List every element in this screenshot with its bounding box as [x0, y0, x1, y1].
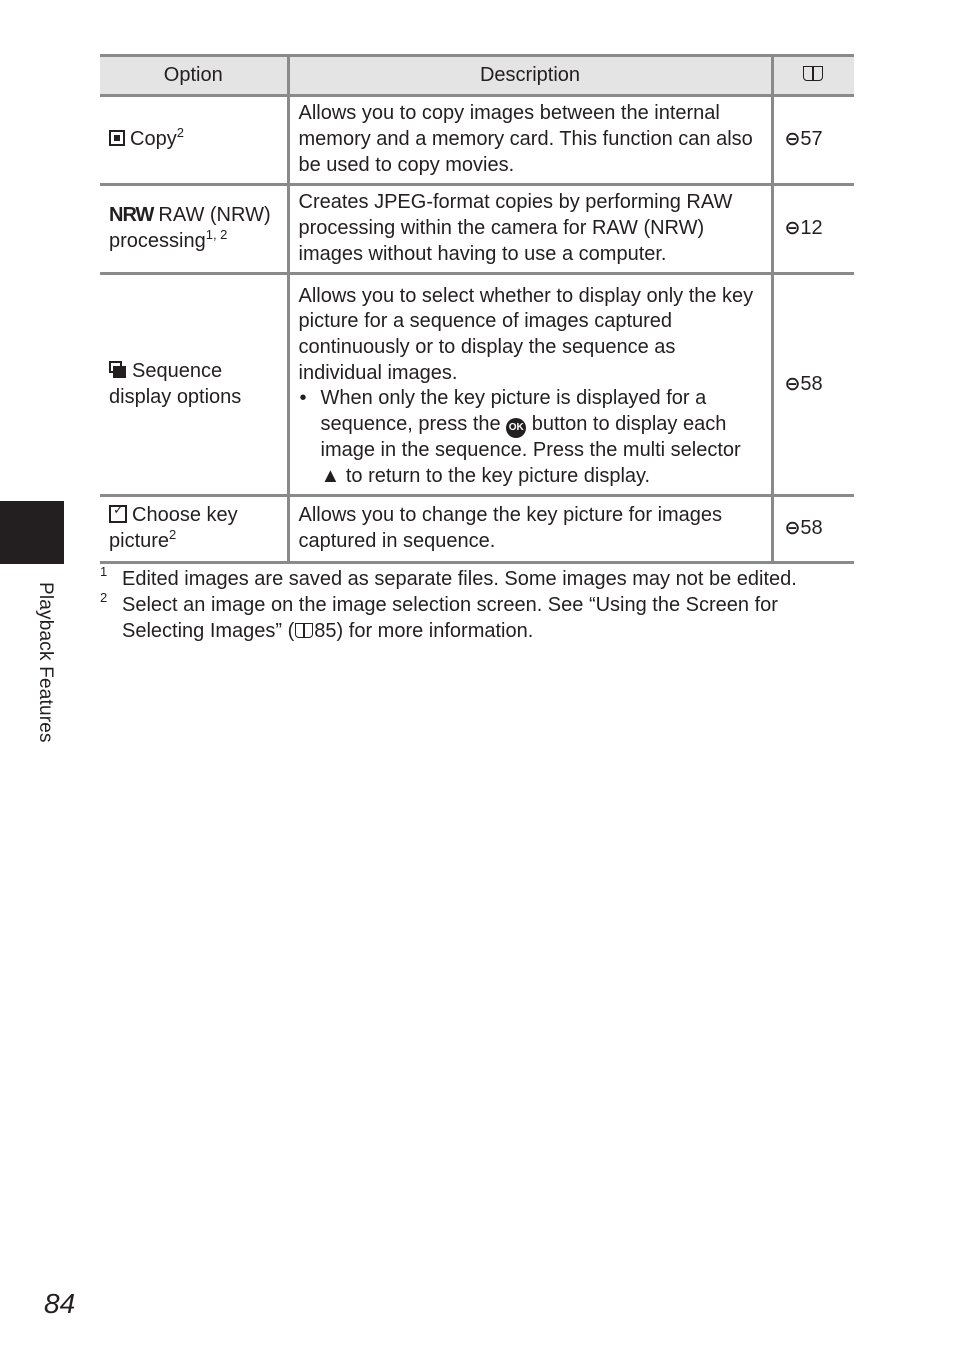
description-cell: Allows you to change the key picture for images captured in sequence.	[288, 496, 772, 563]
footnote-text: ) for more information.	[336, 620, 534, 642]
up-arrow-icon: ▲	[320, 464, 341, 487]
nrw-icon: NRW	[109, 204, 154, 227]
description-text: Allows you to select whether to display only the key picture for a sequence of images captured continuously or to display the sequence as individual images.	[298, 284, 754, 384]
option-cell	[100, 185, 288, 274]
description-cell	[288, 274, 772, 496]
reference-section-icon: ⊖	[784, 129, 799, 151]
option-cell	[100, 96, 288, 185]
chapter-tab	[0, 501, 64, 564]
reference-page: 12	[800, 217, 823, 240]
ok-button-icon: OK	[506, 418, 526, 438]
copy-icon	[109, 130, 125, 146]
book-icon	[802, 66, 826, 84]
footnote-ref: 2	[169, 527, 177, 542]
footnote-text: Select an image on the image selection screen. See “Using the Screen for Selecting Images” (	[122, 594, 778, 642]
header-description: Description	[288, 56, 772, 96]
option-cell	[100, 496, 288, 563]
footnote-ref-page: 85	[314, 620, 337, 642]
choose-key-icon	[109, 505, 127, 523]
footnotes	[100, 566, 860, 644]
description-cell: Allows you to copy images between the internal memory and a memory card. This function can also be used to copy movies.	[288, 96, 772, 185]
header-option: Option	[100, 56, 288, 96]
table-row	[100, 96, 854, 185]
bullet-text: When only the key picture is displayed for a sequence, press the	[320, 387, 707, 436]
option-label: Choose key picture	[109, 504, 238, 552]
reference-page: 58	[800, 372, 823, 395]
footnote-text: Edited images are saved as separate files. Some images may not be edited.	[122, 568, 797, 590]
header-reference	[772, 56, 854, 96]
footnote-number: 1	[100, 564, 108, 579]
table-row	[100, 274, 854, 496]
table-row	[100, 185, 854, 274]
reference-page: 58	[800, 517, 823, 540]
footnote-ref: 2	[176, 125, 184, 141]
option-label: RAW (NRW) processing	[109, 204, 271, 252]
footnote-ref: 1, 2	[205, 227, 228, 242]
description-cell: Creates JPEG-format copies by performing RAW processing within the camera for RAW (NRW) images without having to use a computer.	[288, 185, 772, 274]
book-icon	[294, 623, 314, 639]
option-cell	[100, 274, 288, 496]
table-row	[100, 496, 854, 563]
reference-section-icon: ⊖	[784, 518, 799, 540]
table-header-row	[100, 56, 854, 96]
bullet-text: button to display each image in the sequence. Press the multi selector	[320, 413, 741, 462]
option-label: Copy	[130, 128, 177, 151]
bullet-text: to return to the key picture display.	[345, 464, 651, 487]
reference-cell	[772, 96, 854, 185]
sequence-icon	[109, 361, 127, 379]
footnote	[100, 592, 860, 644]
option-label: Sequence display options	[109, 359, 242, 408]
bullet-item	[299, 386, 762, 489]
bullet-list	[299, 386, 762, 489]
options-table	[100, 54, 854, 564]
reference-section-icon: ⊖	[784, 218, 799, 240]
chapter-label: Playback Features	[35, 582, 56, 743]
reference-section-icon: ⊖	[784, 373, 799, 395]
footnote	[100, 566, 860, 592]
reference-cell	[772, 496, 854, 563]
page-number: 84	[44, 1288, 76, 1319]
reference-cell	[772, 274, 854, 496]
reference-cell	[772, 185, 854, 274]
reference-page: 57	[800, 128, 823, 151]
footnote-number: 2	[100, 590, 108, 605]
